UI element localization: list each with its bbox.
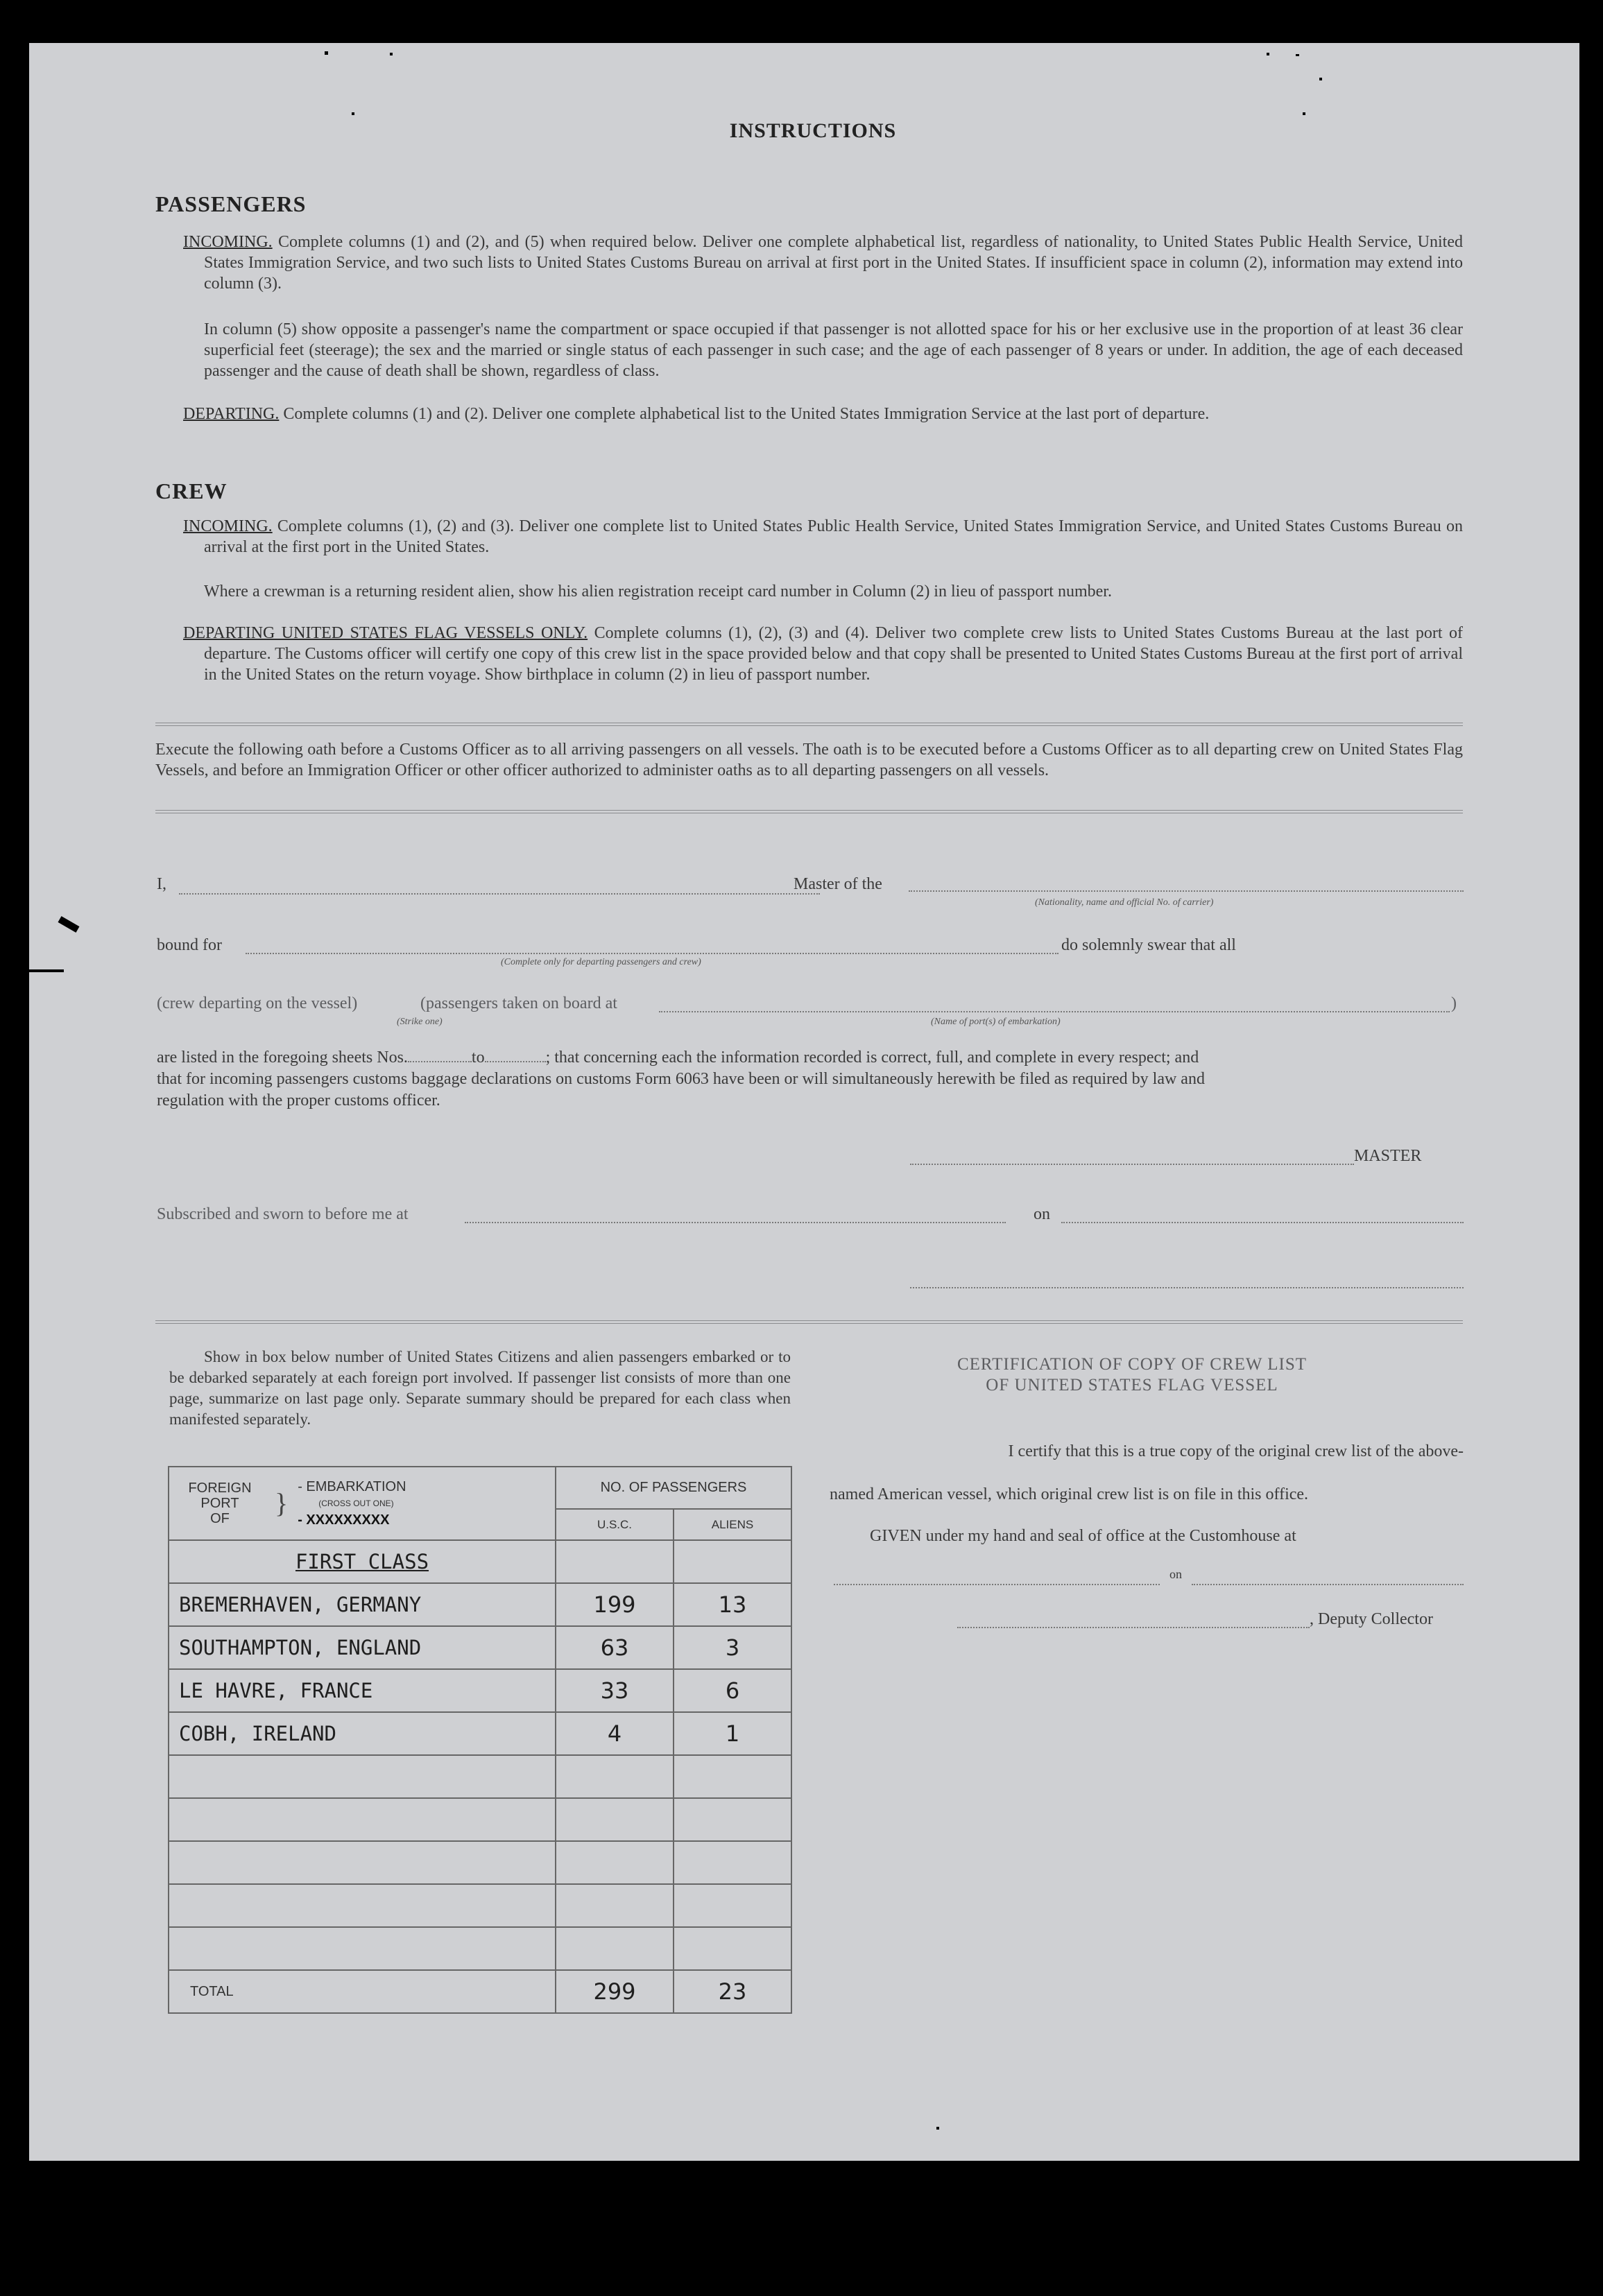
table-cell xyxy=(169,1927,556,1970)
foreign-label: FOREIGN xyxy=(188,1481,252,1496)
oath-i: I, xyxy=(157,875,166,893)
usc-cell: 4 xyxy=(556,1712,674,1755)
sworn-date-field[interactable] xyxy=(1061,1222,1464,1223)
port-cell: BREMERHAVEN, GERMANY xyxy=(169,1583,556,1626)
embarkation-ports-field[interactable] xyxy=(659,1011,1450,1012)
usc-header: U.S.C. xyxy=(556,1509,674,1540)
table-cell xyxy=(169,1755,556,1798)
aliens-header: ALIENS xyxy=(674,1509,791,1540)
passengers-departing-text: Complete columns (1) and (2). Deliver one complete alphabetical list to the United States Immigration Service at the last port of departure. xyxy=(283,405,1210,423)
table-row xyxy=(169,1626,791,1669)
table-row xyxy=(169,1884,791,1927)
officer-signature-field[interactable] xyxy=(910,1287,1464,1288)
total-label: TOTAL xyxy=(169,1970,556,2013)
table-row xyxy=(169,1712,791,1755)
table-cell xyxy=(556,1884,674,1927)
table-cell xyxy=(169,1884,556,1927)
oath-instruction: Execute the following oath before a Customs Officer as to all arriving passengers on all vessels. The oath is to be executed before a Customs Officer as to all departing crew on United States Flag Vessels, and before an Immigration Officer or other officer authorized to administer oaths as to all departing passengers on all vessels. xyxy=(155,741,1463,779)
master-name-field[interactable] xyxy=(179,893,820,895)
usc-cell: 63 xyxy=(556,1626,674,1669)
oath-listed-text-4: regulation with the proper customs officer. xyxy=(157,1091,440,1110)
crew-departing-text: Complete columns (1), (2), (3) and (4). Deliver two complete crew lists to United States Customs Bureau at the last port of departure. The Customs officer will certify one copy of this crew list in the space provided below and that copy shall be presented to United States Customs Bureau at the first port of arrival in the United States on the return voyage. Show birthplace in column (2) in lieu of passport number. xyxy=(204,624,1463,684)
certification-line-3: GIVEN under my hand and seal of office at the Customhouse at xyxy=(870,1527,1296,1545)
certification-date-field[interactable] xyxy=(1192,1584,1464,1585)
port-cell: SOUTHAMPTON, ENGLAND xyxy=(169,1626,556,1669)
crew-departing-label: DEPARTING UNITED STATES FLAG VESSELS ONLY. xyxy=(183,624,588,642)
sworn-on-label: on xyxy=(1034,1205,1050,1223)
table-cell xyxy=(674,1927,791,1970)
crew-resident-paragraph: Where a crewman is a returning resident alien, show his alien registration receipt card number in Column (2) in lieu of passport number. xyxy=(204,582,1112,601)
aliens-cell: 13 xyxy=(674,1583,791,1626)
bound-for-label: bound for xyxy=(157,936,222,954)
table-row xyxy=(169,1540,791,1583)
crew-heading: CREW xyxy=(155,478,228,503)
table-cell xyxy=(674,1841,791,1884)
aliens-cell: 3 xyxy=(674,1626,791,1669)
table-row xyxy=(169,1841,791,1884)
table-cell xyxy=(556,1927,674,1970)
ports-caption: (Name of port(s) of embarkation) xyxy=(931,1017,1061,1027)
scan-speck xyxy=(1303,112,1305,115)
table-cell xyxy=(556,1841,674,1884)
embarkation-options xyxy=(298,1478,406,1528)
customhouse-field[interactable] xyxy=(834,1584,1160,1585)
scan-speck xyxy=(390,53,393,55)
total-usc: 299 xyxy=(556,1970,674,2013)
aliens-cell: 6 xyxy=(674,1669,791,1712)
passengers-incoming-label: INCOMING. xyxy=(183,233,273,251)
of-label: OF xyxy=(210,1511,230,1526)
passengers-departing-label: DEPARTING. xyxy=(183,405,280,423)
scan-speck xyxy=(936,2127,939,2130)
embarkation-label: - EMBARKATION xyxy=(298,1479,406,1494)
crew-incoming-paragraph xyxy=(183,516,1463,558)
usc-cell: 199 xyxy=(556,1583,674,1626)
table-row xyxy=(169,1755,791,1798)
sheet-from-field[interactable] xyxy=(408,1061,472,1062)
sworn-place-field[interactable] xyxy=(465,1222,1006,1223)
certification-on-label: on xyxy=(1169,1567,1182,1581)
complete-caption: (Complete only for departing passengers and crew) xyxy=(501,957,701,967)
nationality-caption: (Nationality, name and official No. of carrier) xyxy=(1035,897,1214,908)
certification-line-1: I certify that this is a true copy of the original crew list of the above- xyxy=(1008,1442,1464,1460)
crew-incoming-label: INCOMING. xyxy=(183,517,273,535)
scan-speck xyxy=(352,112,354,115)
strike-caption: (Strike one) xyxy=(397,1017,443,1027)
bound-for-field[interactable] xyxy=(246,953,1058,954)
scan-speck xyxy=(58,916,80,933)
passengers-incoming-text: Complete columns (1) and (2), and (5) when required below. Deliver one complete alphabetical list, regardless of nationality, to United States Public Health Service, United States Immigration Service, and two such lists to United States Customs Bureau on arrival at first port in the United States. If insufficient space in column (2), information may extend into column (3). xyxy=(204,233,1463,293)
foreign-port-of-label xyxy=(175,1481,265,1526)
crew-departing-paragraph xyxy=(183,623,1463,685)
divider xyxy=(155,810,1463,813)
oath-listed-text-3: that for incoming passengers customs baggage declarations on customs Form 6063 have been or will simultaneously herewith be filed as required by law and xyxy=(157,1070,1205,1088)
page-title: INSTRUCTIONS xyxy=(729,119,897,142)
no-of-passengers-header: NO. OF PASSENGERS xyxy=(556,1467,791,1509)
table-row xyxy=(169,1669,791,1712)
passengers-column5-paragraph: In column (5) show opposite a passenger's name the compartment or space occupied if that passenger is not allotted space for his or her exclusive use in the proportion of at least 36 clear superficial feet (steerage); the sex and the married or single status of each passenger in such case; and the age of each passenger of 8 years or under. In addition, the age of each deceased passenger and the cause of death shall be shown, regardless of class. xyxy=(204,320,1463,380)
usc-cell: 33 xyxy=(556,1669,674,1712)
table-cell xyxy=(556,1798,674,1841)
scan-speck xyxy=(1296,54,1299,56)
carrier-field[interactable] xyxy=(909,890,1464,892)
deputy-collector-label: , Deputy Collector xyxy=(1310,1610,1433,1628)
passengers-heading: PASSENGERS xyxy=(155,191,307,216)
table-cell xyxy=(674,1755,791,1798)
scan-speck xyxy=(1267,53,1269,55)
master-label: MASTER xyxy=(1354,1147,1422,1165)
aliens-cell: 1 xyxy=(674,1712,791,1755)
cross-out-label: (CROSS OUT ONE) xyxy=(318,1499,394,1508)
oath-listed-paragraph xyxy=(157,1047,1464,1112)
debarkation-struck-label: - XXXXXXXXX xyxy=(298,1512,390,1528)
oath-listed-text-1: are listed in the foregoing sheets Nos. xyxy=(157,1048,408,1067)
class-label: FIRST CLASS xyxy=(169,1540,556,1583)
passenger-summary-table xyxy=(168,1466,792,2014)
total-row xyxy=(169,1970,791,2013)
form-page xyxy=(29,43,1579,2161)
certification-title-2: OF UNITED STATES FLAG VESSEL xyxy=(986,1376,1278,1395)
certification-line-2: named American vessel, which original crew list is on file in this office. xyxy=(830,1485,1309,1503)
table-cell xyxy=(674,1798,791,1841)
table-cell xyxy=(556,1755,674,1798)
brace: } xyxy=(275,1487,289,1519)
summary-note: Show in box below number of United States Citizens and alien passengers embarked or to be debarked separately at each foreign port involved. If passenger list consists of more than one page, summarize on last page only. Separate summary should be prepared for each class when manifested separately. xyxy=(169,1348,791,1428)
table-cell xyxy=(556,1540,674,1583)
passengers-incoming-paragraph xyxy=(183,232,1463,294)
certification-title-1: CERTIFICATION OF COPY OF CREW LIST xyxy=(957,1355,1308,1374)
table-cell xyxy=(674,1540,791,1583)
passengers-taken-option: (passengers taken on board at xyxy=(420,994,617,1012)
total-aliens: 23 xyxy=(674,1970,791,2013)
oath-listed-text-2: ; that concerning each the information recorded is correct, full, and complete in every respect; and xyxy=(545,1048,1199,1067)
table-cell xyxy=(169,1798,556,1841)
port-cell: COBH, IRELAND xyxy=(169,1712,556,1755)
scan-speck xyxy=(1319,78,1322,80)
close-paren: ) xyxy=(1451,994,1457,1012)
divider xyxy=(155,1320,1463,1324)
crew-incoming-text: Complete columns (1), (2) and (3). Deliver one complete list to United States Public Health Service, United States Immigration Service, and United States Customs Bureau on arrival at the first port in the United States. xyxy=(204,517,1464,556)
table-row xyxy=(169,1798,791,1841)
scan-speck xyxy=(325,51,328,55)
divider xyxy=(155,723,1463,726)
table-row xyxy=(169,1583,791,1626)
table-cell xyxy=(674,1884,791,1927)
table-row xyxy=(169,1927,791,1970)
deputy-signature-field[interactable] xyxy=(957,1627,1310,1628)
scan-speck xyxy=(29,969,64,972)
oath-listed-to: to xyxy=(471,1048,485,1067)
sheet-to-field[interactable] xyxy=(485,1061,546,1062)
passengers-departing-paragraph xyxy=(183,404,1463,424)
port-cell: LE HAVRE, FRANCE xyxy=(169,1669,556,1712)
subscribed-label: Subscribed and sworn to before me at xyxy=(157,1205,409,1223)
port-header-cell xyxy=(169,1467,556,1540)
crew-departing-option: (crew departing on the vessel) xyxy=(157,994,358,1012)
master-signature-field[interactable] xyxy=(910,1164,1354,1165)
master-of-the-label: Master of the xyxy=(794,875,882,893)
port-label: PORT xyxy=(200,1496,239,1511)
table-cell xyxy=(169,1841,556,1884)
swear-text: do solemnly swear that all xyxy=(1061,936,1236,954)
